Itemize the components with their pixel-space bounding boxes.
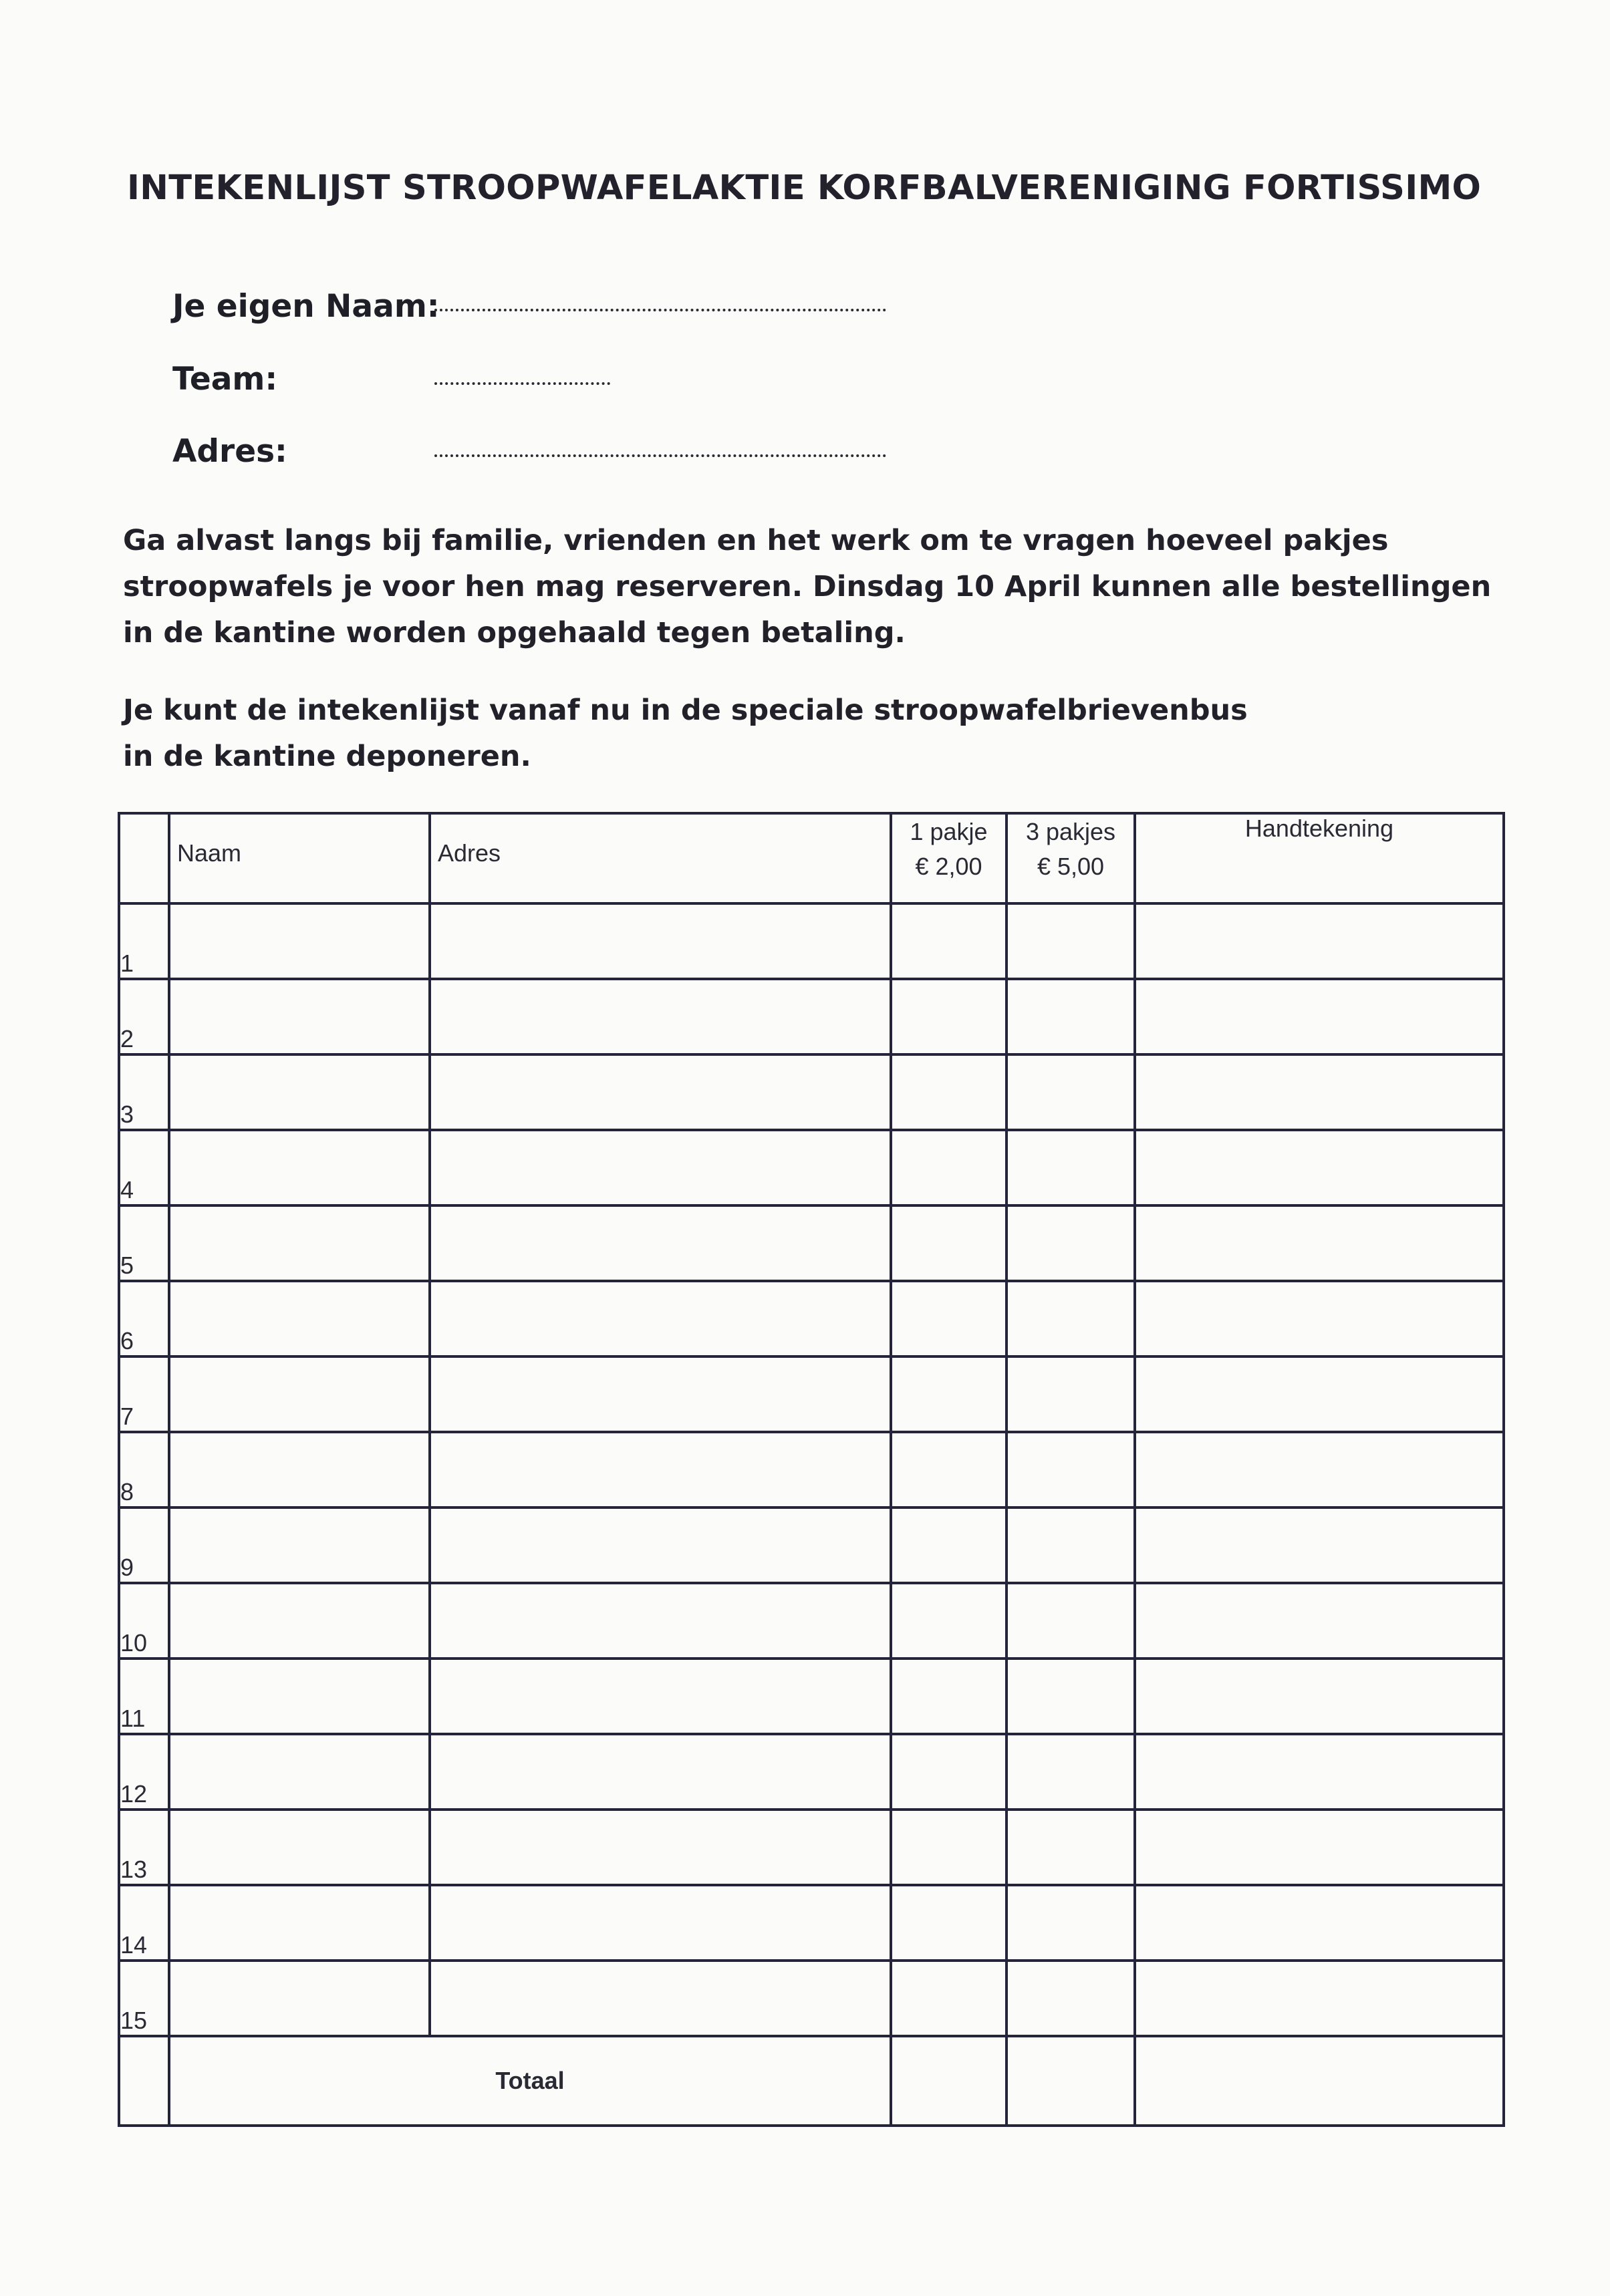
table-row (119, 1734, 1504, 1810)
signature-cell[interactable] (1135, 1356, 1504, 1432)
page-title: INTEKENLIJST STROOPWAFELAKTIE KORFBALVERENIGING FORTISSIMO (127, 168, 1482, 208)
name-cell[interactable] (169, 979, 430, 1054)
total-signature-cell[interactable] (1135, 2036, 1504, 2126)
three-pack-cell[interactable] (1007, 979, 1135, 1054)
one-pack-price: € 2,00 (915, 853, 982, 880)
address-cell[interactable] (430, 1281, 891, 1356)
name-label: Je eigen Naam: (172, 288, 440, 325)
table-row (119, 903, 1504, 979)
name-cell[interactable] (169, 1885, 430, 1961)
three-pack-price: € 5,00 (1037, 853, 1105, 880)
row-number: 8 (119, 1432, 169, 1508)
name-cell[interactable] (169, 1583, 430, 1659)
three-pack-cell[interactable] (1007, 903, 1135, 979)
one-pack-label: 1 pakje (910, 818, 988, 845)
row-number: 15 (119, 1961, 169, 2036)
total-row (119, 2036, 1504, 2126)
name-cell[interactable] (169, 903, 430, 979)
header-one-pack (891, 813, 1007, 903)
signature-cell[interactable] (1135, 1054, 1504, 1130)
name-cell[interactable] (169, 1205, 430, 1281)
three-pack-cell[interactable] (1007, 1810, 1135, 1885)
one-pack-cell[interactable] (891, 1130, 1007, 1205)
row-number: 2 (119, 979, 169, 1054)
one-pack-cell[interactable] (891, 1734, 1007, 1810)
address-label: Adres: (172, 433, 287, 470)
total-one-pack-cell[interactable] (891, 2036, 1007, 2126)
signature-cell[interactable] (1135, 1205, 1504, 1281)
three-pack-cell[interactable] (1007, 1659, 1135, 1734)
three-pack-cell[interactable] (1007, 1885, 1135, 1961)
one-pack-cell[interactable] (891, 1054, 1007, 1130)
three-pack-cell[interactable] (1007, 1508, 1135, 1583)
table-row (119, 1205, 1504, 1281)
one-pack-cell[interactable] (891, 1659, 1007, 1734)
table-row (119, 1885, 1504, 1961)
row-number: 13 (119, 1810, 169, 1885)
table-row (119, 1508, 1504, 1583)
row-number: 5 (119, 1205, 169, 1281)
one-pack-cell[interactable] (891, 903, 1007, 979)
row-number: 7 (119, 1356, 169, 1432)
address-cell[interactable] (430, 1659, 891, 1734)
address-cell[interactable] (430, 979, 891, 1054)
table-row (119, 1961, 1504, 2036)
one-pack-cell[interactable] (891, 1432, 1007, 1508)
row-number: 14 (119, 1885, 169, 1961)
header-signature: Handtekening (1135, 813, 1504, 903)
team-field[interactable] (434, 382, 610, 385)
three-pack-cell[interactable] (1007, 1054, 1135, 1130)
table-row (119, 1130, 1504, 1205)
address-cell[interactable] (430, 903, 891, 979)
name-cell[interactable] (169, 1432, 430, 1508)
instructions-line: Ga alvast langs bij familie, vrienden en het werk om te vragen hoeveel pakjes (123, 524, 1389, 557)
three-pack-cell[interactable] (1007, 1356, 1135, 1432)
team-label: Team: (172, 361, 278, 398)
deposit-paragraph (123, 688, 1248, 780)
header-adres-label: Adres (438, 839, 501, 867)
deposit-line: Je kunt de intekenlijst vanaf nu in de speciale stroopwafelbrievenbus (123, 694, 1248, 727)
address-cell[interactable] (430, 1432, 891, 1508)
one-pack-cell[interactable] (891, 1810, 1007, 1885)
header-naam-label: Naam (177, 839, 242, 867)
name-cell[interactable] (169, 1659, 430, 1734)
instructions-line: in de kantine worden opgehaald tegen betaling. (123, 616, 906, 650)
signature-cell[interactable] (1135, 903, 1504, 979)
deposit-line: in de kantine deponeren. (123, 740, 531, 773)
row-number: 12 (119, 1734, 169, 1810)
address-field[interactable] (434, 454, 886, 457)
name-field[interactable] (434, 309, 886, 311)
three-pack-cell[interactable] (1007, 1961, 1135, 2036)
signature-cell[interactable] (1135, 1810, 1504, 1885)
three-pack-cell[interactable] (1007, 1130, 1135, 1205)
instructions-paragraph (123, 518, 1491, 656)
signature-cell[interactable] (1135, 1961, 1504, 2036)
table-row (119, 1810, 1504, 1885)
row-number: 1 (119, 903, 169, 979)
signature-cell[interactable] (1135, 1885, 1504, 1961)
address-cell[interactable] (430, 1961, 891, 2036)
signature-cell[interactable] (1135, 1432, 1504, 1508)
signature-cell[interactable] (1135, 1659, 1504, 1734)
three-pack-cell[interactable] (1007, 1734, 1135, 1810)
header-naam (169, 813, 430, 903)
address-cell[interactable] (430, 1810, 891, 1885)
name-cell[interactable] (169, 1810, 430, 1885)
signature-cell[interactable] (1135, 979, 1504, 1054)
row-number: 4 (119, 1130, 169, 1205)
row-number: 10 (119, 1583, 169, 1659)
one-pack-cell[interactable] (891, 1583, 1007, 1659)
address-cell[interactable] (430, 1205, 891, 1281)
three-pack-cell[interactable] (1007, 1583, 1135, 1659)
signature-cell[interactable] (1135, 1508, 1504, 1583)
name-cell[interactable] (169, 1961, 430, 2036)
three-pack-cell[interactable] (1007, 1281, 1135, 1356)
address-cell[interactable] (430, 1356, 891, 1432)
total-label: Totaal (169, 2036, 891, 2126)
header-number-cell (119, 813, 169, 903)
address-cell[interactable] (430, 1508, 891, 1583)
table-row (119, 1356, 1504, 1432)
name-cell[interactable] (169, 1054, 430, 1130)
signature-cell[interactable] (1135, 1583, 1504, 1659)
table-row (119, 1432, 1504, 1508)
three-pack-cell[interactable] (1007, 1205, 1135, 1281)
row-number: 6 (119, 1281, 169, 1356)
one-pack-cell[interactable] (891, 979, 1007, 1054)
one-pack-cell[interactable] (891, 1281, 1007, 1356)
row-number: 3 (119, 1054, 169, 1130)
address-cell[interactable] (430, 1885, 891, 1961)
row-number: 9 (119, 1508, 169, 1583)
instructions-line: stroopwafels je voor hen mag reserveren. Dinsdag 10 April kunnen alle bestellingen (123, 570, 1492, 603)
three-pack-cell[interactable] (1007, 1432, 1135, 1508)
table-row (119, 1659, 1504, 1734)
table-row (119, 1281, 1504, 1356)
address-cell[interactable] (430, 1130, 891, 1205)
table-header-row (119, 813, 1504, 903)
header-three-pack (1007, 813, 1135, 903)
signature-cell[interactable] (1135, 1281, 1504, 1356)
one-pack-cell[interactable] (891, 1205, 1007, 1281)
table-row (119, 979, 1504, 1054)
one-pack-cell[interactable] (891, 1508, 1007, 1583)
one-pack-cell[interactable] (891, 1961, 1007, 2036)
one-pack-cell[interactable] (891, 1885, 1007, 1961)
signature-cell[interactable] (1135, 1734, 1504, 1810)
table-row (119, 1583, 1504, 1659)
one-pack-cell[interactable] (891, 1356, 1007, 1432)
total-three-pack-cell[interactable] (1007, 2036, 1135, 2126)
name-cell[interactable] (169, 1734, 430, 1810)
address-cell[interactable] (430, 1734, 891, 1810)
signature-cell[interactable] (1135, 1130, 1504, 1205)
name-cell[interactable] (169, 1356, 430, 1432)
row-number: 11 (119, 1659, 169, 1734)
table-row (119, 1054, 1504, 1130)
name-cell[interactable] (169, 1130, 430, 1205)
total-number-cell (119, 2036, 169, 2126)
three-pack-label: 3 pakjes (1025, 818, 1116, 845)
name-cell[interactable] (169, 1281, 430, 1356)
name-cell[interactable] (169, 1508, 430, 1583)
order-table (118, 812, 1505, 2127)
header-adres (430, 813, 891, 903)
address-cell[interactable] (430, 1583, 891, 1659)
address-cell[interactable] (430, 1054, 891, 1130)
